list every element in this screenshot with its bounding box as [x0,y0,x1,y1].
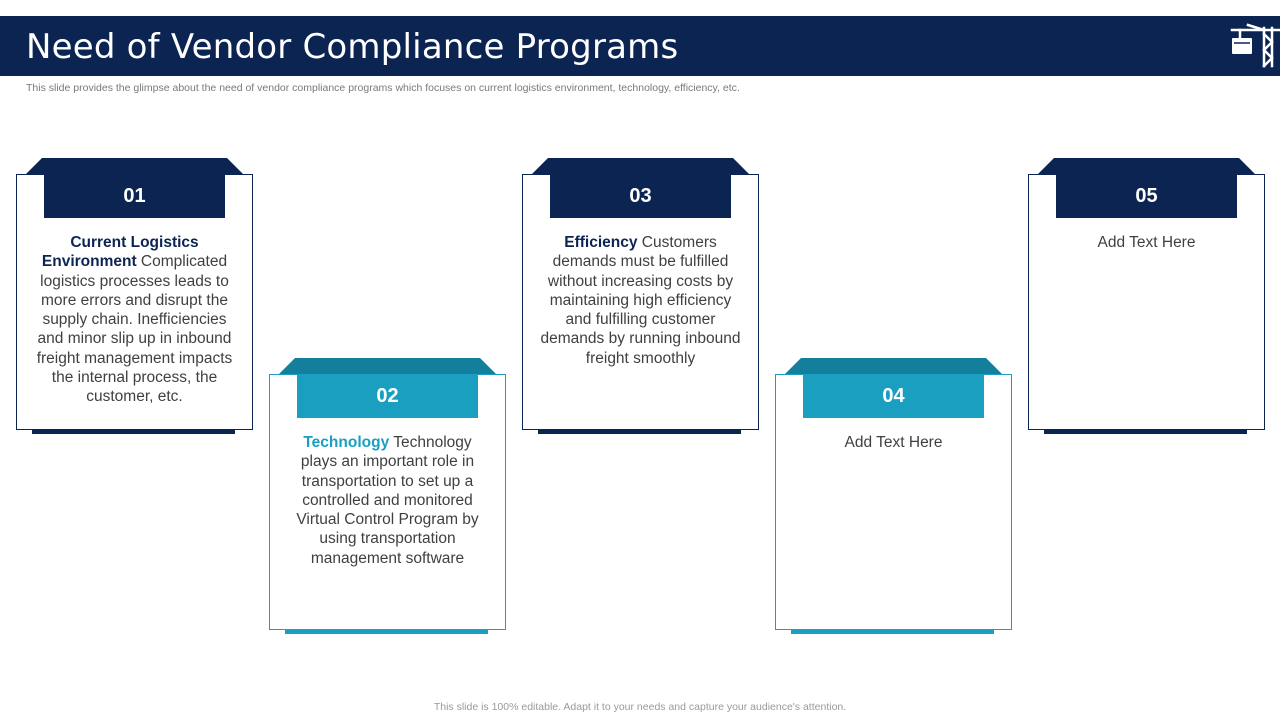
card-tab [785,358,1002,418]
card-number: 05 [1135,185,1158,207]
card-body: Customers demands must be fulfilled without increasing costs by maintaining high efficiency and fulfilling customer demands by running inbound freight smoothly [540,234,741,367]
card-text [31,233,238,407]
card-tab [532,158,749,218]
card-tab [26,158,243,218]
card-body: Add Text Here [1097,234,1196,251]
card-keyword: Technology [303,434,390,451]
card-tab [279,358,496,418]
card-keyword: Current Logistics Environment [41,234,199,271]
crane-icon [1228,22,1280,70]
card-text [537,233,744,368]
card-body: Add Text Here [844,434,943,451]
card-body: Technology plays an important role in transportation to set up a controlled and monitored Virtual Control Program by using transportation management software [296,434,479,567]
card-text [1043,233,1250,252]
card-keyword: Efficiency [564,234,638,251]
card-text [284,433,491,568]
card-number: 04 [882,385,905,407]
card-body: Complicated logistics processes leads to more errors and disrupt the supply chain. Inefficiencies and minor slip up in inbound freight management impacts the internal process, the customer, etc. [36,253,233,406]
card-tab [1038,158,1255,218]
card-number: 02 [376,385,399,407]
card-number: 03 [629,185,652,207]
footer-note: This slide is 100% editable. Adapt it to your needs and capture your audience's attention. [433,701,847,713]
slide-title: Need of Vendor Compliance Programs [26,27,679,67]
slide-subtitle: This slide provides the glimpse about the need of vendor compliance programs which focuses on current logistics environment, technology, efficiency, etc. [26,82,740,94]
card-text [790,433,997,452]
card-number: 01 [123,185,146,207]
